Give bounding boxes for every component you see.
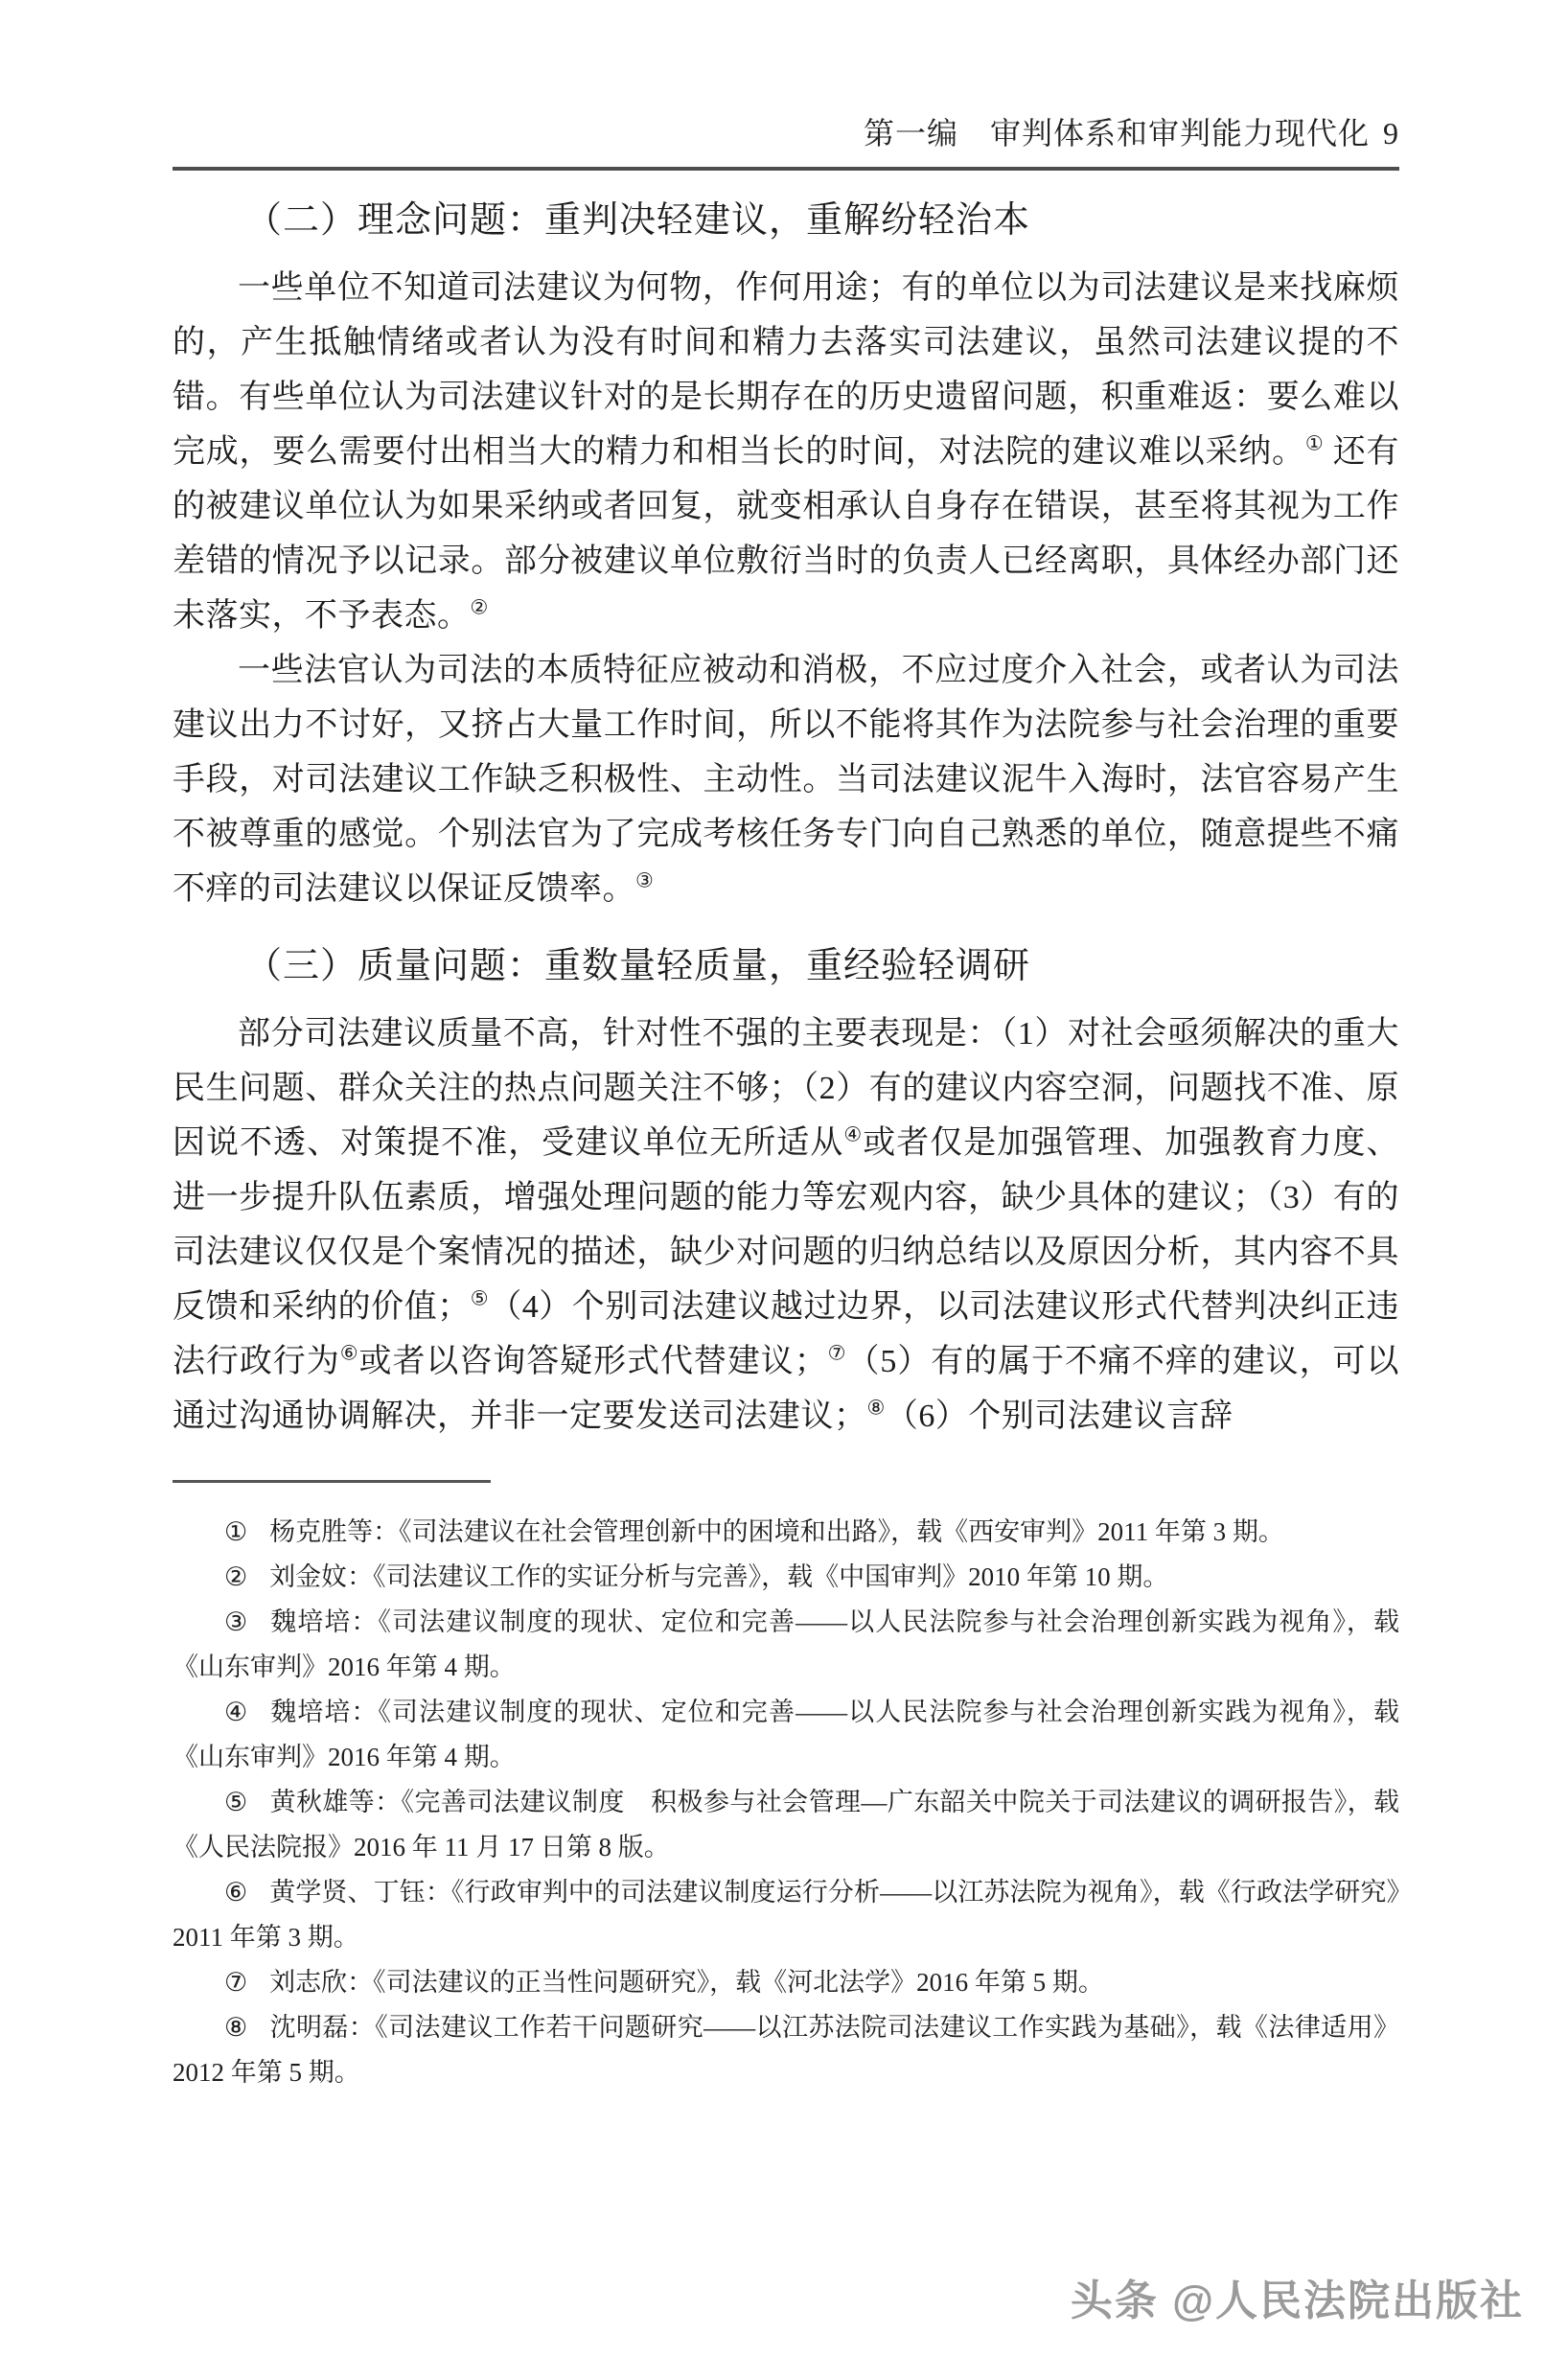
footnote-marker: ⑧ bbox=[224, 2013, 248, 2042]
footnote bbox=[173, 1690, 1399, 1780]
footnote-text: 黄学贤、丁钰：《行政审判中的司法建议制度运行分析——以江苏法院为视角》，载《行政法学研究》2011 年第 3 期。 bbox=[173, 1878, 1399, 1952]
footnote-ref: ① bbox=[1304, 431, 1325, 455]
footnote-ref: ② bbox=[470, 595, 489, 619]
footnote-separator bbox=[173, 1480, 491, 1483]
footnote-marker: ② bbox=[224, 1562, 248, 1591]
page-number: 9 bbox=[1383, 116, 1399, 150]
footnote-ref: ③ bbox=[635, 868, 655, 892]
header-rule bbox=[173, 167, 1399, 171]
footnote-marker: ⑤ bbox=[224, 1788, 248, 1816]
footnote bbox=[173, 1555, 1399, 1600]
section-heading: （三）质量问题：重数量轻质量，重经验轻调研 bbox=[245, 946, 1031, 986]
footnote-text: 黄秋雄等：《完善司法建议制度 积极参与社会管理—广东韶关中院关于司法建议的调研报告》，载《人民法院报》2016 年 11 月 17 日第 8 版。 bbox=[173, 1788, 1399, 1861]
footnote-ref: ⑧ bbox=[866, 1396, 886, 1420]
footnote-text: 刘志欣：《司法建议的正当性问题研究》，载《河北法学》2016 年第 5 期。 bbox=[269, 1968, 1104, 1997]
section-heading: （二）理念问题：重判决轻建议，重解纷轻治本 bbox=[245, 200, 1031, 241]
footnote bbox=[173, 1870, 1399, 1960]
footnote-marker: ⑦ bbox=[224, 1968, 248, 1997]
footnote-text: 刘金妏：《司法建议工作的实证分析与完善》，载《中国审判》2010 年第 10 期。 bbox=[269, 1562, 1169, 1591]
section bbox=[173, 196, 1399, 916]
footnote bbox=[173, 1510, 1399, 1555]
publisher-watermark: 头条 @人民法院出版社 bbox=[1070, 2277, 1524, 2324]
footnote bbox=[173, 1780, 1399, 1870]
footnote bbox=[173, 2005, 1399, 2095]
sections bbox=[173, 196, 1399, 1444]
paragraph: 一些单位不知道司法建议为何物，作何用途；有的单位以为司法建议是来找麻烦的，产生抵触情绪或者认为没有时间和精力去落实司法建议，虽然司法建议提的不错。有些单位认为司法建议针对的是长期存在的历史遗留问题，积重难返：要么难以完成，要么需要付出相当大的精力和相当长的时间，对法院的建议难以采纳。① 还有的被建议单位认为如果采纳或者回复，就变相承认自身存在错误，甚至将其视为工作差错的情况予以记录。部分被建议单位敷衍当时的负责人已经离职，具体经办部门还未落实，不予表态。② bbox=[173, 270, 1400, 634]
footnote-marker: ③ bbox=[224, 1607, 249, 1636]
footnote-text: 魏培培：《司法建议制度的现状、定位和完善——以人民法院参与社会治理创新实践为视角》，载《山东审判》2016 年第 4 期。 bbox=[173, 1607, 1399, 1681]
section bbox=[173, 941, 1399, 1444]
footnote bbox=[173, 1600, 1399, 1690]
footnote-text: 杨克胜等：《司法建议在社会管理创新中的困境和出路》，载《西安审判》2011 年第 3 期。 bbox=[269, 1517, 1284, 1546]
footnote-ref: ④ bbox=[843, 1122, 864, 1146]
footnote-ref: ⑥ bbox=[339, 1341, 359, 1365]
running-head-title: 第一编 审判体系和审判能力现代化 bbox=[863, 116, 1370, 150]
section-paragraphs bbox=[173, 1006, 1399, 1444]
footnotes-list bbox=[173, 1510, 1399, 2095]
section-paragraphs bbox=[173, 261, 1399, 916]
footnote-ref: ⑤ bbox=[470, 1286, 490, 1310]
footnote-marker: ④ bbox=[224, 1698, 249, 1726]
footnote-marker: ⑥ bbox=[224, 1878, 248, 1907]
footnote-text: 魏培培：《司法建议制度的现状、定位和完善——以人民法院参与社会治理创新实践为视角》，载《山东审判》2016 年第 4 期。 bbox=[173, 1698, 1399, 1771]
footnote-text: 沈明磊：《司法建议工作若干问题研究——以江苏法院司法建议工作实践为基础》，载《法律适用》2012 年第 5 期。 bbox=[173, 2013, 1399, 2087]
footnote-marker: ① bbox=[224, 1517, 248, 1546]
page-header bbox=[173, 0, 1399, 153]
footnote bbox=[173, 1960, 1399, 2005]
paragraph: 一些法官认为司法的本质特征应被动和消极，不应过度介入社会，或者认为司法建议出力不讨好，又挤占大量工作时间，所以不能将其作为法院参与社会治理的重要手段，对司法建议工作缺乏积极性、主动性。当司法建议泥牛入海时，法官容易产生不被尊重的感觉。个别法官为了完成考核任务专门向自己熟悉的单位，随意提些不痛不痒的司法建议以保证反馈率。③ bbox=[173, 653, 1399, 907]
footnote-ref: ⑦ bbox=[827, 1341, 847, 1365]
paragraph: 部分司法建议质量不高，针对性不强的主要表现是：（1）对社会亟须解决的重大民生问题、群众关注的热点问题关注不够；（2）有的建议内容空洞，问题找不准、原因说不透、对策提不准，受建议单位无所适从④或者仅是加强管理、加强教育力度、进一步提升队伍素质，增强处理问题的能力等宏观内容，缺少具体的建议；（3）有的司法建议仅仅是个案情况的描述，缺少对问题的归纳总结以及原因分析，其内容不具反馈和采纳的价值；⑤（4）个别司法建议越过边界，以司法建议形式代替判决纠正违法行政行为⑥或者以咨询答疑形式代替建议；⑦（5）有的属于不痛不痒的建议，可以通过沟通协调解决，并非一定要发送司法建议；⑧（6）个别司法建议言辞 bbox=[173, 1016, 1400, 1434]
